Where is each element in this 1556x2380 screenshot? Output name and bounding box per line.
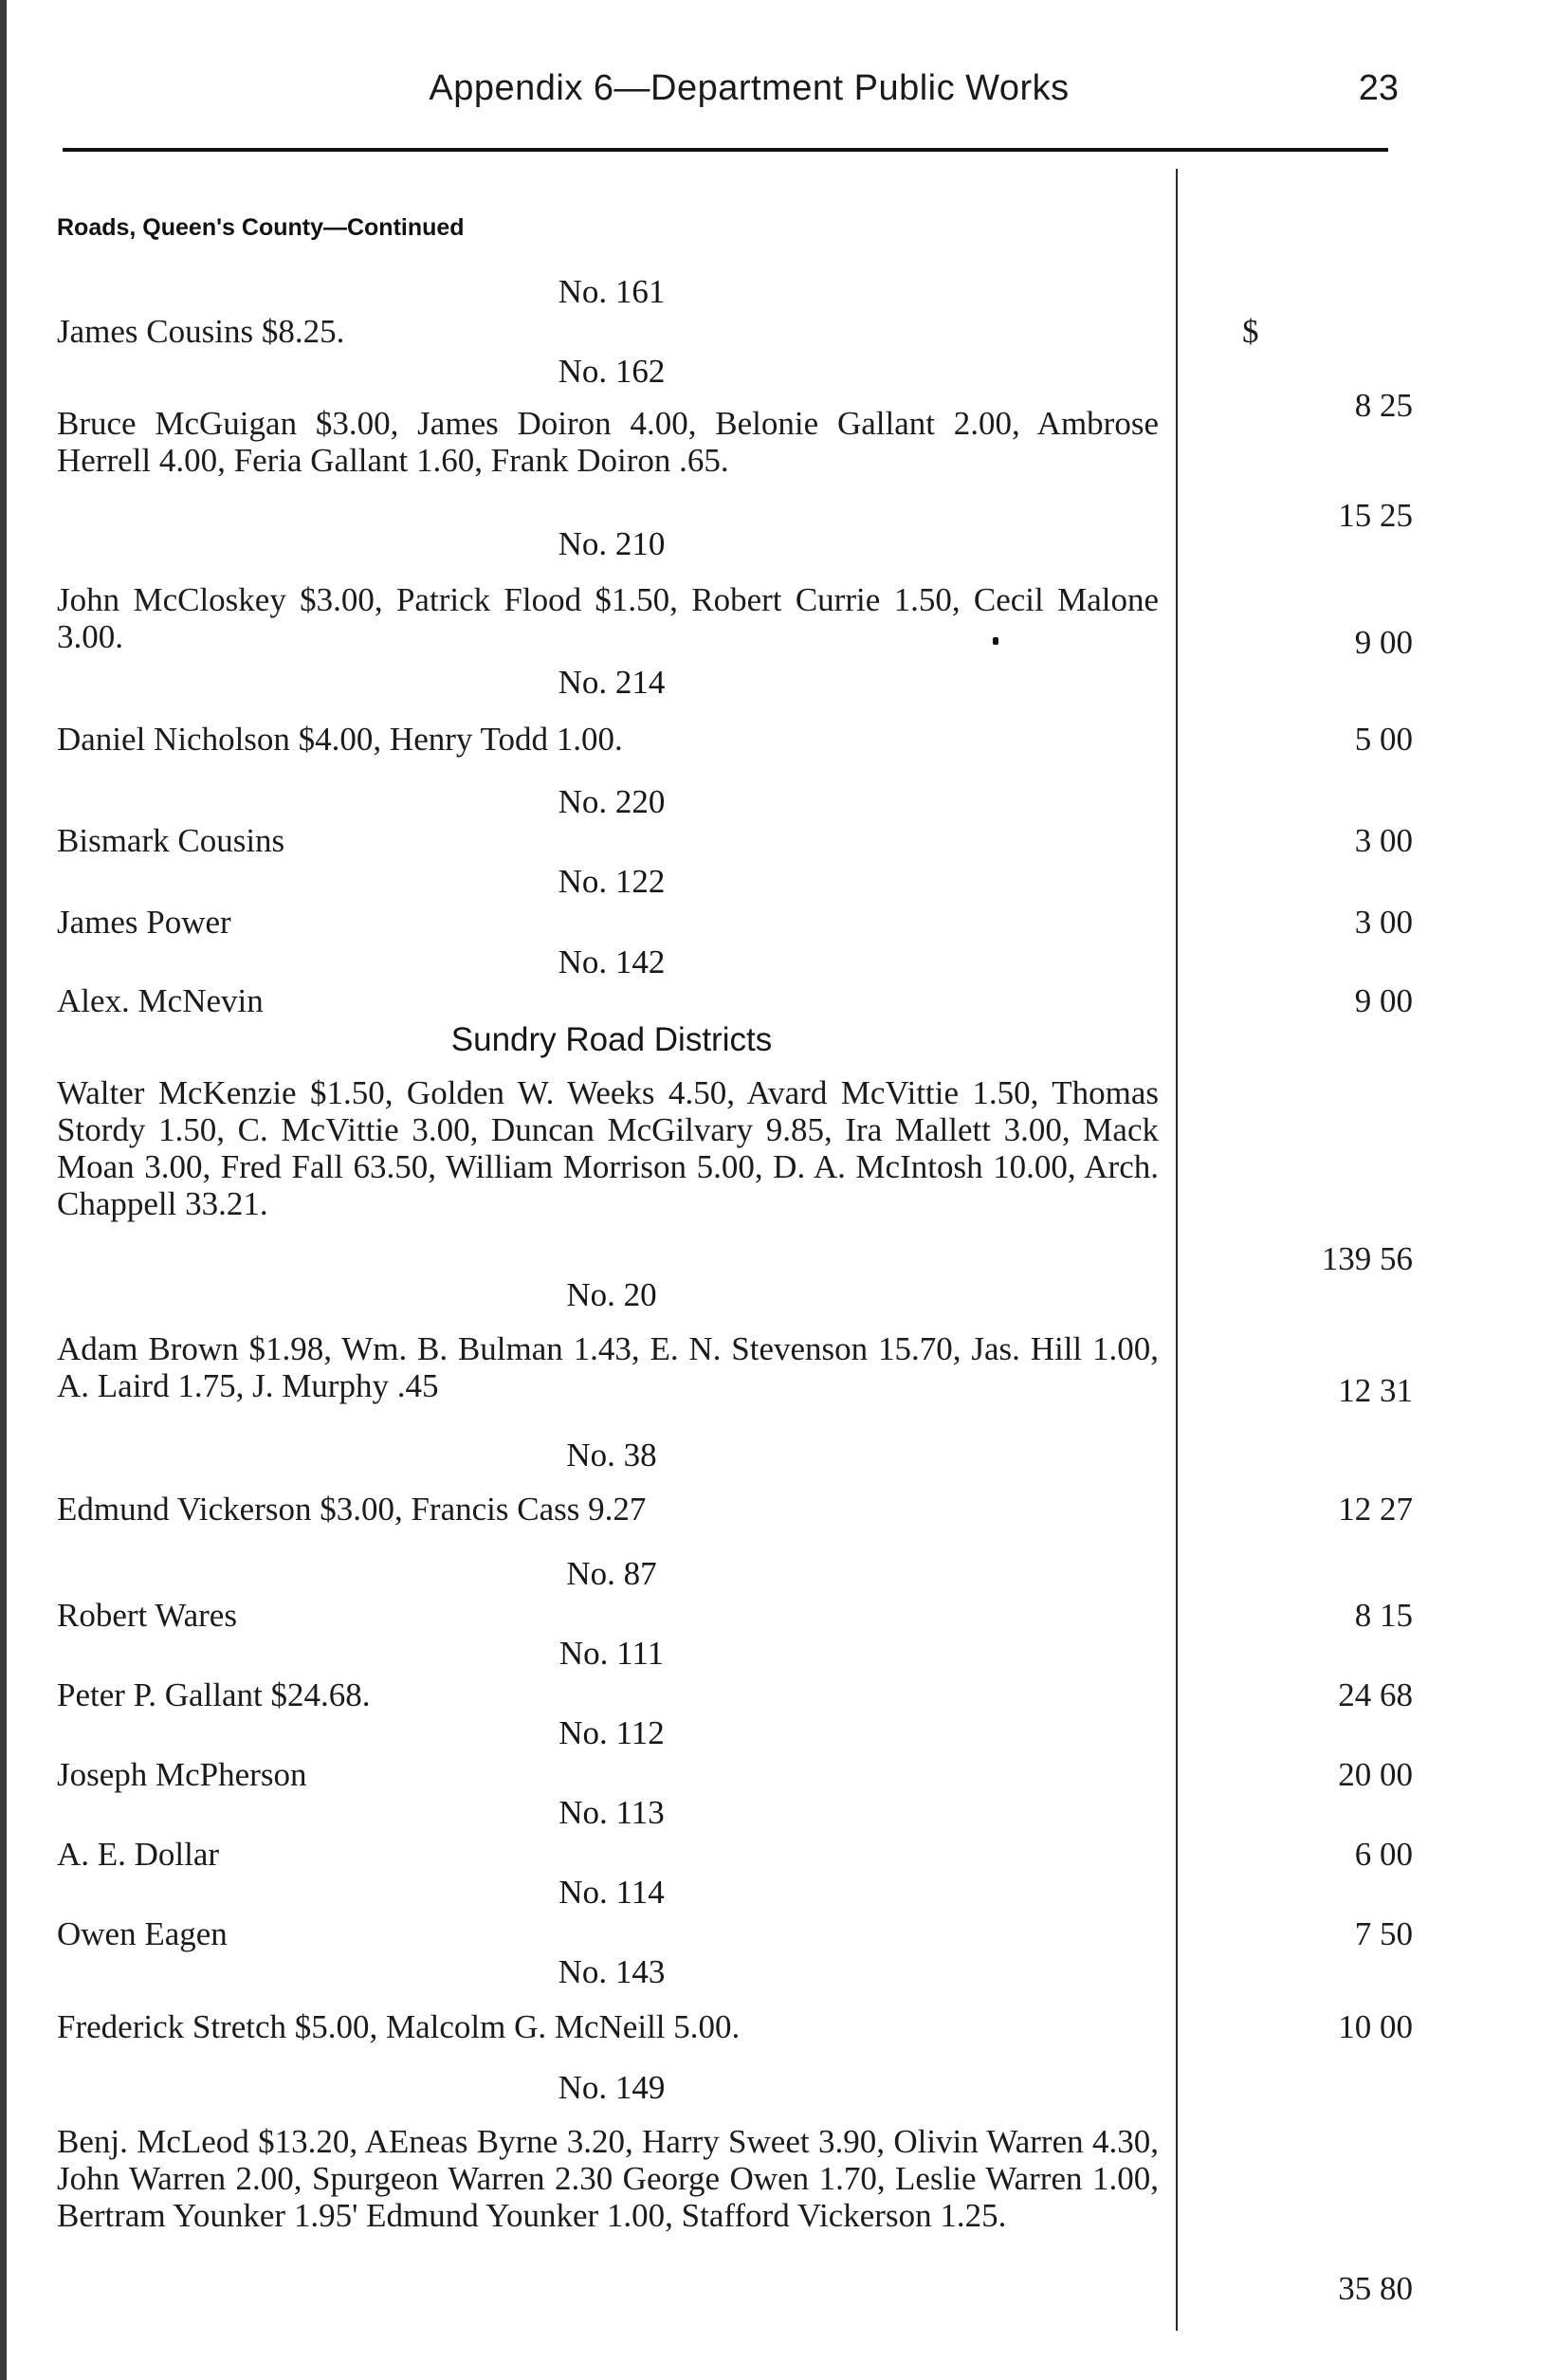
amount: 8 15 bbox=[1354, 1597, 1413, 1634]
entry-text: Joseph McPherson bbox=[57, 1756, 307, 1793]
amount: 10 00 bbox=[1338, 2008, 1413, 2045]
entry-text: Edmund Vickerson $3.00, Francis Cass 9.27 bbox=[57, 1491, 647, 1528]
entry-text: Alex. McNevin bbox=[57, 982, 264, 1019]
amount: 139 56 bbox=[1321, 1240, 1413, 1277]
entry-text: Owen Eagen bbox=[57, 1915, 228, 1952]
district-heading: Sundry Road Districts bbox=[450, 1021, 773, 1058]
amount-value: 8 25 bbox=[1354, 387, 1413, 424]
entry-text: Peter P. Gallant $24.68. bbox=[57, 1676, 371, 1713]
district-heading: No. 20 bbox=[566, 1276, 657, 1313]
amount: 12 27 bbox=[1338, 1491, 1413, 1528]
currency-symbol: $ bbox=[1242, 313, 1259, 350]
scan-edge bbox=[0, 0, 7, 2380]
amount: 24 68 bbox=[1338, 1676, 1413, 1713]
district-heading: No. 114 bbox=[558, 1874, 665, 1911]
amount: 7 50 bbox=[1354, 1915, 1413, 1952]
entry-text: Walter McKenzie $1.50, Golden W. Weeks 4.50, Avard McVittie 1.50, Thomas Stordy 1.50, C. McVittie 3.00, Duncan McGilvary 9.85, Ira Mallett 3.00, Mack Moan 3.00, Fred Fall 63.50, William Morrison 5.00, D. A. McIntosh 10.00, Arch. Chappell 33.21. bbox=[57, 1074, 1159, 1222]
district-heading: No. 149 bbox=[558, 2069, 666, 2106]
amount: 3 00 bbox=[1354, 822, 1413, 859]
district-heading: No. 162 bbox=[558, 353, 666, 390]
entry-text: Bruce McGuigan $3.00, James Doiron 4.00, Belonie Gallant 2.00, Ambrose Herrell 4.00, Feria Gallant 1.60, Frank Doiron .65. bbox=[57, 405, 1159, 479]
district-heading: No. 142 bbox=[558, 943, 666, 980]
entry-text: James Cousins $8.25. bbox=[57, 313, 345, 350]
entry-text: Adam Brown $1.98, Wm. B. Bulman 1.43, E. N. Stevenson 15.70, Jas. Hill 1.00, A. Laird 1.75, J. Murphy .45 bbox=[57, 1330, 1159, 1404]
district-heading: No. 214 bbox=[558, 664, 666, 701]
amount bbox=[1202, 313, 1413, 461]
amount: 9 00 bbox=[1354, 624, 1413, 661]
entry-text: James Power bbox=[57, 904, 231, 941]
page-number: 23 bbox=[1358, 68, 1399, 108]
district-heading: No. 38 bbox=[566, 1437, 657, 1474]
entry-text: Robert Wares bbox=[57, 1597, 237, 1634]
district-heading: No. 143 bbox=[558, 1953, 666, 1990]
amount: 35 80 bbox=[1338, 2270, 1413, 2307]
running-head: Appendix 6—Department Public Works bbox=[429, 68, 1070, 108]
entry-text: Benj. McLeod $13.20, AEneas Byrne 3.20, Harry Sweet 3.90, Olivin Warren 4.30, John Warren 2.00, Spurgeon Warren 2.30 George Owen 1.70, Leslie Warren 1.00, Bertram Younker 1.95' Edmund Younker 1.00, Stafford Vickerson 1.25. bbox=[57, 2123, 1159, 2234]
amount: 5 00 bbox=[1354, 721, 1413, 758]
district-heading: No. 220 bbox=[558, 783, 666, 820]
entry-text: Frederick Stretch $5.00, Malcolm G. McNeill 5.00. bbox=[57, 2008, 741, 2045]
section-title: Roads, Queen's County—Continued bbox=[57, 214, 465, 241]
district-heading: No. 210 bbox=[558, 525, 666, 562]
amount: 3 00 bbox=[1354, 904, 1413, 941]
print-speck bbox=[993, 637, 998, 645]
header-rule bbox=[63, 148, 1388, 152]
district-heading: No. 111 bbox=[558, 1635, 665, 1672]
amount: 20 00 bbox=[1338, 1756, 1413, 1793]
entry-text: Bismark Cousins bbox=[57, 822, 285, 859]
district-heading: No. 87 bbox=[566, 1555, 657, 1592]
district-heading: No. 161 bbox=[558, 273, 666, 310]
amount-column-rule bbox=[1176, 169, 1178, 2331]
amount: 9 00 bbox=[1354, 982, 1413, 1019]
amount: 6 00 bbox=[1354, 1836, 1413, 1873]
entry-text: A. E. Dollar bbox=[57, 1836, 220, 1873]
district-heading: No. 113 bbox=[558, 1794, 665, 1831]
entry-text: Daniel Nicholson $4.00, Henry Todd 1.00. bbox=[57, 721, 623, 758]
amount: 15 25 bbox=[1338, 497, 1413, 534]
amount: 12 31 bbox=[1338, 1372, 1413, 1409]
district-heading: No. 122 bbox=[558, 863, 666, 900]
district-heading: No. 112 bbox=[558, 1714, 665, 1751]
entry-text: John McCloskey $3.00, Patrick Flood $1.50, Robert Currie 1.50, Cecil Malone 3.00. bbox=[57, 581, 1159, 655]
